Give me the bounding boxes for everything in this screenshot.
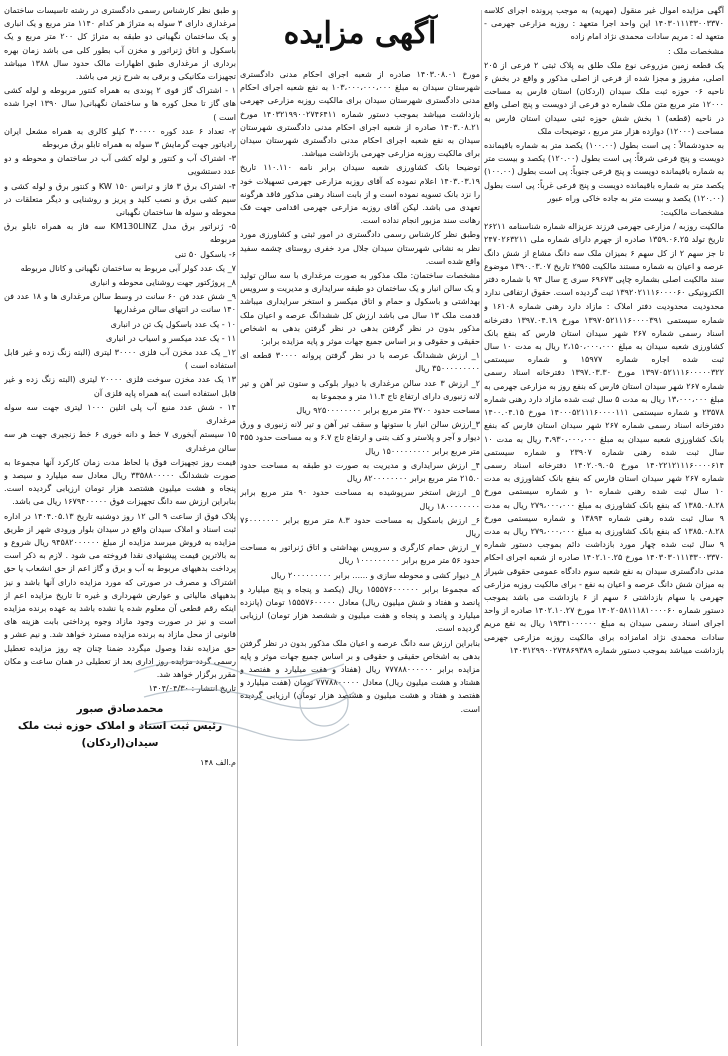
notice-paragraph: قیمت روز تجهیزات فوق با لحاظ مدت زمان کارکرد آنها مجموعا به صورت ششدانگ ۳۳۵۸۸۰۰۰۰۰ ریال معادل سه میلیارد و سیصد و پنجاه و هشت میلیون هشتصد هزار تومان ارزیابی گردیده است. بنابراین ارزش سه دانگ تجهیزات فوق ۱۶۷۹۴۰۰۰۰۰ ریال می باشد.: [4, 456, 236, 507]
notice-paragraph: ۵_ ارزش استخر سرپوشیده به مساحت حدود ۹۰ متر مربع برابر ۱۸۰۰۰۰۰۰۰۰ ریال: [240, 487, 480, 511]
notice-paragraph: بنابراین ارزش سه دانگ عرصه و اعیان ملک مذکور بدون در نظر گرفتن بدهی به اشخاص حقیقی و حقوقی و بر اساس جمیع جهات موثر و پایه مزایده برابر ۷۷۷۸۸۰۰۰۰۰۰ ریال (هفتاد و هفت میلیارد و هفتصد و هشتاد و هشت میلیون ریال) معادل ۷۷۷۸۸۰۰۰۰۰ تومان (هفت میلیارد و هفتصد و هفتاد و هشت میلیون و هشتصد هزار تومان) ارزیابی گردیده است.: [240, 637, 480, 714]
notice-title: آگهی مزایده: [283, 16, 437, 51]
notice-paragraph: توضیحا بانک کشاورزی شعبه سیدان برابر نامه ۱۱۰.۱۱۰ تاریخ ۱۴۰۳.۰۳.۱۹ اعلام نموده که آقای روزبه مزارعی جهرمی تسهیلات خود را نزد بانک تسویه نموده است و از بابت اسناد رهنی مذکور فاقد هرگونه تعهدی می باشد. لیکن آقای روزبه مزارعی جهرمی اقدامی جهت فک رهانت سند مزبور انجام نداده است.: [240, 162, 480, 226]
notice-paragraph: ۱۳ یک عدد مخزن سوخت فلزی ۲۰۰۰۰ لیتری (البته زنگ زده و غیر قابل استفاده است )به همراه پایه فلزی آن: [4, 374, 236, 398]
notice-paragraph: ۳_ارزش سالن انبار با ستونها و سقف تیر آهن و تیر لانه زنبوری و ورق دیوار و آجر و پلاستر و کف بتنی و ارتفاع تاج ۶.۷ و به مساحت حدود ۴۵۵ متر مربع برابر ۱۵۰۰۰۰۰۰۰۰۰ ریال: [240, 419, 480, 456]
publication-code: م.الف ۱۴۸: [200, 758, 236, 768]
notice-paragraph: ۱ - اشتراک گاز قوی ۲ پوندی به همراه کنتور مربوطه و لوله کشی های گاز تا محل کوره ها و ساختمان نگهبانی( سال ۱۳۹۰ اجرا شده است ): [4, 85, 236, 122]
notice-paragraph: ۷_ یک عدد کولر آبی مربوط به ساختمان نگهبانی و کانال مربوطه: [20, 262, 236, 273]
notice-paragraph: ۱۰ - یک عدد باسکول یک تن در انباری: [110, 318, 236, 329]
notice-paragraph: مساحت حدود ۳۷۰۰ متر مربع برابر ۹۲۵۰۰۰۰۰۰۰۰ ریال: [296, 405, 480, 416]
notice-paragraph: مشخصات ملک :: [667, 45, 724, 56]
notice-paragraph: ۲_ ارزش ۳ عدد سالن مرغداری با دیوار بلوکی و ستون تیر آهن و تیر لانه زنبوری دارای ارتفاع تاج ۱۱.۴ متر و مجموعا به: [240, 377, 480, 401]
signatory-role: رئیس ثبت اسناد و املاک حوزه ثبت ملک سیدان(اردکان): [17, 720, 223, 750]
notice-paragraph: ۴- اشتراک برق ۳ فاز و ترانس ۱۵۰ KW و کنتور برق و لوله کشی و سیم کشی برق و نصب کلید و پریز و روشنایی و دیگر متعلقات در محوطه و سوله ها ساختمان نگهبانی: [4, 180, 236, 218]
notice-paragraph: که مجموعا برابر ۱۵۵۵۷۶۰۰۰۰۰۰ ریال (یکصد و پنجاه و پنج میلیارد و پانصد و هفتاد و شش میلیون ریال) معادل ۱۵۵۵۷۶۰۰۰۰۰ تومان (پانزده میلیارد و پانصد و پنجاه و هفت میلیون و ششصد هزار تومان) ارزیابی گردیده است.: [240, 583, 480, 634]
notice-paragraph: ۸_ دیوار کشی و محوطه سازی و ...... برابر ۲۰۰۰۰۰۰۰۰۰ ریال: [270, 569, 480, 580]
notice-column-left: [4, 4, 236, 1052]
notice-paragraph: ۴_ ارزش سرایداری و مدیریت به صورت دو طبقه به مساحت حدود ۲۱۵.۰ متر مربع برابر ۸۲۰۰۰۰۰۰۰۰ ریال: [240, 459, 480, 484]
notice-paragraph: ۱۲_ یک عدد مخزن آب فلزی ۳۰۰۰۰ لیتری (البته زنگ زده و غیر قابل استفاده است ): [4, 347, 236, 371]
notice-page: [4, 4, 724, 1052]
notice-paragraph: ۸_ پروژکتور جهت روشنایی محوطه و انباری: [89, 277, 236, 288]
notice-paragraph: به حدودشمالاً : پی است بطول (۱۰۰.۰۰) یکصد متر به شماره باقیمانده دویست و پنج فرعی شرقاً: پی است بطول (۱۲۰.۰۰) یکصد و بیست متر به شماره باقیمانده دویست و پنج فرعی جنوباً: پی است بطول (۱۰۰.۰۰) یکصد متر به شماره باقیمانده دویست و پنج فرعی غرباً: پی است بطول (۱۲۰.۰۰) یکصد و بیست متر به جاده خاکی وراه عبور: [484, 140, 724, 203]
notice-paragraph: وطبق نظر کارشناس رسمی دادگستری در امور ثبتی و کشاورزی مورد نظر به نشانی شهرستان سیدان جلال مرد خفری روستای چشمه سفید واقع شده است.: [240, 229, 480, 266]
notice-paragraph: مشخصات مالکیت:: [660, 207, 724, 218]
column-divider: [237, 10, 238, 1046]
notice-paragraph: ۶_ ارزش باسکول به مساحت حدود ۸.۳ متر مربع برابر ۷۶۰۰۰۰۰۰۰ ریال: [240, 514, 480, 538]
notice-paragraph: مورخ ۱۴۰۳.۰۸.۰۱ صادره از شعبه اجرای احکام مدنی دادگستری شهرستان سیدان به مبلغ ۱۰۳،۰۰۰،۰۰۰،۰۰۰ به نفع شعبه اجرای احکام مدنی دادگستری شهرستان سیدان برای مالکیت روزبه مزارعی جهرمی بازداشت میباشد بموجب دستور شماره ۱۴۰۳۲۱۹۹۰۰۲۷۴۶۴۱۱ مورخ ۱۴۰۳.۰۸.۲۱ صادره از شعبه اجرای احکام مدنی دادگستری شهرستان سیدان به نفع شعبه اجرای احکام مدنی دادگستری شهرستان سیدان برای مالکیت روزبه مزارعی جهرمی بازداشت میباشد.: [240, 69, 480, 159]
notice-paragraph: ۷_ ارزش حمام کارگری و سرویس بهداشتی و اتاق ژنراتور به مساحت حدود ۵۶ متر مربع برابر ۱۰۰۰۰۰۰۰۰۰ ریال: [240, 542, 480, 566]
notice-paragraph: محدودیت محدودیت دفتر املاک : مازاد دارد رهنی شماره ۱۶۱۰۸ و شماره سیستمی ۱۳۹۷۰۵۲۱۱۱۶۰۰۰۰۳۹۱ مورخ ۱۳۹۷.۰۴.۱۹ دفترخانه اسناد رسمی شماره ۲۶۷ شهر سیدان استان فارس که بنفع بانک کشاورزی شعبه سیدان به مبلغ ۲،۱۵۰،۰۰۰،۰۰۰ ریال به مدت ۱۰ سال ثبت شده اجاره شماره ۱۵۹۷۷ و شماره سیستمی ۱۳۹۷۰۵۲۱۱۱۶۰۰۰۰۰۳۲۲ مورخ ۱۳۹۷.۰۳.۳۰ دفترخانه اسناد رسمی شماره ۲۶۷ شهر سیدان استان فارس که بنفع روز به مزارعی جهرمی به مبلغ ۱۳،۰۰۰،۰۰۰ ریال به مدت ۵ سال ثبت شده مازاد دارد رهنی شماره ۲۳۵۷۸ و شماره سیستمی ۱۴۰۰۰۵۲۱۱۱۶۰۰۰۰۱۱۱ مورخ ۱۴۰۰.۰۴.۱۵ دفترخانه اسناد رسمی شماره ۲۶۷ شهر سیدان استان فارس که بنفع بانک کشاورزی شعبه سیدان به مبلغ ۴،۹۳۰،۰۰۰،۰۰۰ ریال به مدت ۱۰ سال ثبت شده رهنی شماره ۲۳۹۰۷ و شماره سیستمی ۱۴۰۲۲۱۲۱۱۱۶۰۰۰۰۶۱۴ مورخ ۱۴۰۲.۰۹.۰۵ دفترخانه اسناد رسمی شماره ۲۶۷ شهر سیدان استان فارس که بنفع بانک کشاورزی به مدت ۱۰ سال ثبت شده رهنی شماره -۱ و شماره سیستمی مورخ ۱۳۸۵.۰۸.۲۸ که بنفع بانک کشاورزی به مبلغ ۲۷۹،۰۰۰،۰۰۰ ریال به مدت ۹ سال ثبت شده رهنی شماره ۱۳۸۹۴ و شماره سیستمی مورخ ۱۳۸۵.۰۸.۲۸ که بنفع بانک کشاورزی به مبلغ ۲۷۹،۰۰۰،۰۰۰ ریال به مدت ۹ سال ثبت شده چهار مورد بازداشت دائم بموجب دستور شماره ۱۴۰۳۰۳۰۱۱۱۳۳۰۰۳۳۷۰ مورخ ۱۴۰۲.۱۰.۲۵ صادره از شعبه اجرای احکام مدنی دادگستری سیدان به نفع شعبه سوم دادگاه عمومی حقوقی شیراز به میزان شش دانگ عرصه و اعیان به نفع - برای مالکیت روزبه مزارعی جهرمی با سهام بازداشتی ۶ سهم از ۶ بازداشت می باشد بموجب دستور شماره ۱۴۰۲۰۵۸۱۱۱۸۱۰۰۰۰۶۰ مورخ ۱۴۰۲.۱۰.۲۷ صادره از واحد اجرای اسناد رسمی سیدان به مبلغ ۱۹۳۴۱۰۰۰۰۰۰ ریال به نفع مریم سادات محمدی نژاد امامزاده برای مالکیت روزبه مزارعی جهرمی بازداشت میباشد بموجب دستور شماره ۱۴۰۳۱۲۹۹۰۰۲۷۴۸۶۹۳۸۹: [484, 301, 724, 655]
notice-paragraph: یک قطعه زمین مزروعی نوع ملک طلق به پلاک ثبتی ۲ فرعی از ۲۰۵ اصلی، مفروز و مجزا شده از فرعی از اصلی مذکور و واقع در بخش ۶ ناحیه ۰۶ حوزه ثبت ملک سیدان (اردکان) استان فارس به مساحت ۱۲۰۰۰ متر مربع متن ملک شماره دو فرعی از دویست و پنج اصلی واقع در ناحیه (قطعه) ۱ بخش شش حوزه ثبتی سیدان استان فارس به مساحت (۱۲۰۰۰) دوازده هزار متر مربع ، توضیحات ملک: [484, 59, 724, 136]
notice-paragraph: تاریخ انتشار : ۱۴۰۴/۰۴/۳۰: [148, 683, 236, 694]
notice-paragraph: مالکیت روزبه / مزارعی جهرمی فرزند عزیزاله شماره شناسنامه ۲۶۲۱۱ تاریخ تولد ۱۳۵۹.۰۶.۲۵ صادره از جهرم دارای شماره ملی ۲۴۷۰۲۶۳۲۱۱ تا جز سهم ۲ از کل سهم ۶ بمیزان ملک سه دانگ مشاع از شش دانگ عرصه و اعیان به شماره مستند مالکیت ۲۹۵۵ تاریخ ۱۳۹۰.۰۳.۰۷ موضوع سند مالکیت اصلی بشماره چاپی ۶۹۶۷۳ سری ج سال ۹۴ با شماره دفتر الکترونیکی ۱۳۹۲۰۲۱۱۱۶۰۰۰۰۶۰ ثبت گردیده است. حقوق ارتفاقی ندارد: [484, 221, 724, 298]
notice-paragraph: ۲- تعداد ۶ عدد کوره ۳۰۰۰۰۰ کیلو کالری به همراه مشعل ایران رادیاتور جهت گرمایش ۳ سوله به همراه تابلو برق مربوطه: [4, 125, 236, 150]
notice-paragraph: ۱۵ سیستم آبخوری ۷ خط و دانه خوری ۶ خط زنجیری جهت هر سه سالن مرغداری: [4, 429, 236, 453]
notice-column-middle: [240, 4, 480, 1052]
notice-paragraph: و طبق نظر کارشناس رسمی دادگستری در رشته تاسیسات ساختمان مرغداری دارای ۳ سوله به متراژ هر کدام ۱۱۴۰ متر مربع و یک انباری و یک ساختمان نگهبانی دو طبقه به متراژ کل ۲۰۰ متر مربع و یک باسکول و اتاق ژنراتور و مخزن آب بطور کلی می باشد زمان بهره برداری از مرغداری طبق اظهارات مالک حدود سال ۱۳۸۸ میباشد تجهیزات مکانیکی و برقی به شرح زیر می باشد.: [4, 5, 236, 82]
notice-paragraph: ۱_ ارزش ششدانگ عرصه با در نظر گرفتن پروانه ۳۰۰۰۰ قطعه ای ۳۵۰۰۰۰۰۰۰۰۰ ریال: [240, 350, 480, 374]
notice-paragraph: مشخصات ساختمان: ملک مذکور به صورت مرغداری با سه سالن تولید و یک سالن انبار و یک ساختمان دو طبقه سرایداری و مدیریت و سرویس بهداشتی و باسکول و حمام و اتاق میکسر و استخر سرایداری میباشد قدمت ملک ۱۳ سال می باشد ارزش کل ششدانگ عرصه و اعیان ملک مذکور بدون در نظر گرفتن بدهی در نظر گرفتن بدهی به اشخاص حقیقی و حقوقی و بر اساس جمیع جهات موثر و پایه مزایده برابر:: [240, 270, 480, 347]
notice-paragraph: ۱۱ - یک عدد میکسر و اسیاب در انباری: [106, 332, 236, 343]
signatory-name: محمدصادق صبور: [76, 703, 164, 716]
notice-paragraph: ۱۴ - شش عدد منبع آب پلی اتلین ۱۰۰۰ لیتری جهت سه سوله مرغداری: [4, 401, 236, 426]
notice-paragraph: ۹_ شش عدد فن ۶۰ سانت در وسط سالن مرغداری ها و ۱۸ عدد فن ۱۴۰ سانت در انتهای سالن مرغداریها: [4, 291, 236, 315]
column-divider: [481, 10, 482, 1046]
notice-column-right: [484, 4, 724, 1052]
notice-paragraph: ۶- باسکول ۵۰ تنی: [174, 248, 236, 259]
notice-paragraph: ۵- ژنراتور برق مدل KM130LINZ سه فاز به همراه تابلو برق مربوطه: [4, 221, 236, 245]
notice-paragraph: پلاک فوق از ساعت ۹ الی ۱۲ روز دوشنبه تاریخ ۱۴۰۴.۰۵.۱۳ در اداره ثبت اسناد و املاک سیدان واقع در سیدان بلوار ورودی شهر از طریق مزایده به فروش میرسد مزایده از مبلغ ۹۴۵۸۲۰۰۰۰۰۰ ریال شروع و به بالاترین قیمت پیشنهادی نقدا فروخته می شود . لازم به ذکر است پرداخت بدهیهای مربوط به آب و برق و گاز اعم از حق انشعاب یا حق اشتراک و مصرف در صورتی که مورد مزایده دارای آنها باشد و نیز بدهیهای مالیاتی و عوارض شهرداری و غیره تا تاریخ مزایده اعم از اینکه رقم قطعی آن معلوم شده یا نشده باشد به عهده برنده مزایده است و نیز در صورت وجود مازاد وجوه پرداختی بابت هزینه های قانونی از محل مازاد به برنده مزایده مسترد خواهد شد. و نیم عشر و حق مزایده نقدا وصول میگردد ضمنا چنان چه روز مزایده تعطیل رسمی گردد مزایده روز اداری بعد از تعطیلی در همان ساعت و مکان مقرر برگزار خواهد شد.: [4, 510, 236, 679]
signature-block: [4, 701, 236, 752]
notice-paragraph: آگهی مزایده اموال غیر منقول (مهریه) به موجب پرونده اجرای کلاسه ۱۴۰۳۰۱۱۱۳۳۰۰۳۳۷۰ این واحد اجرا متعهد : روزبه مزارعی جهرمی - متعهد له : مریم سادات محمدی نژاد امام زاده: [484, 5, 724, 42]
notice-paragraph: ۳- اشتراک آب و کنتور و لوله کشی آب در ساختمان و محوطه و دو عدد دستشویی: [4, 153, 236, 177]
